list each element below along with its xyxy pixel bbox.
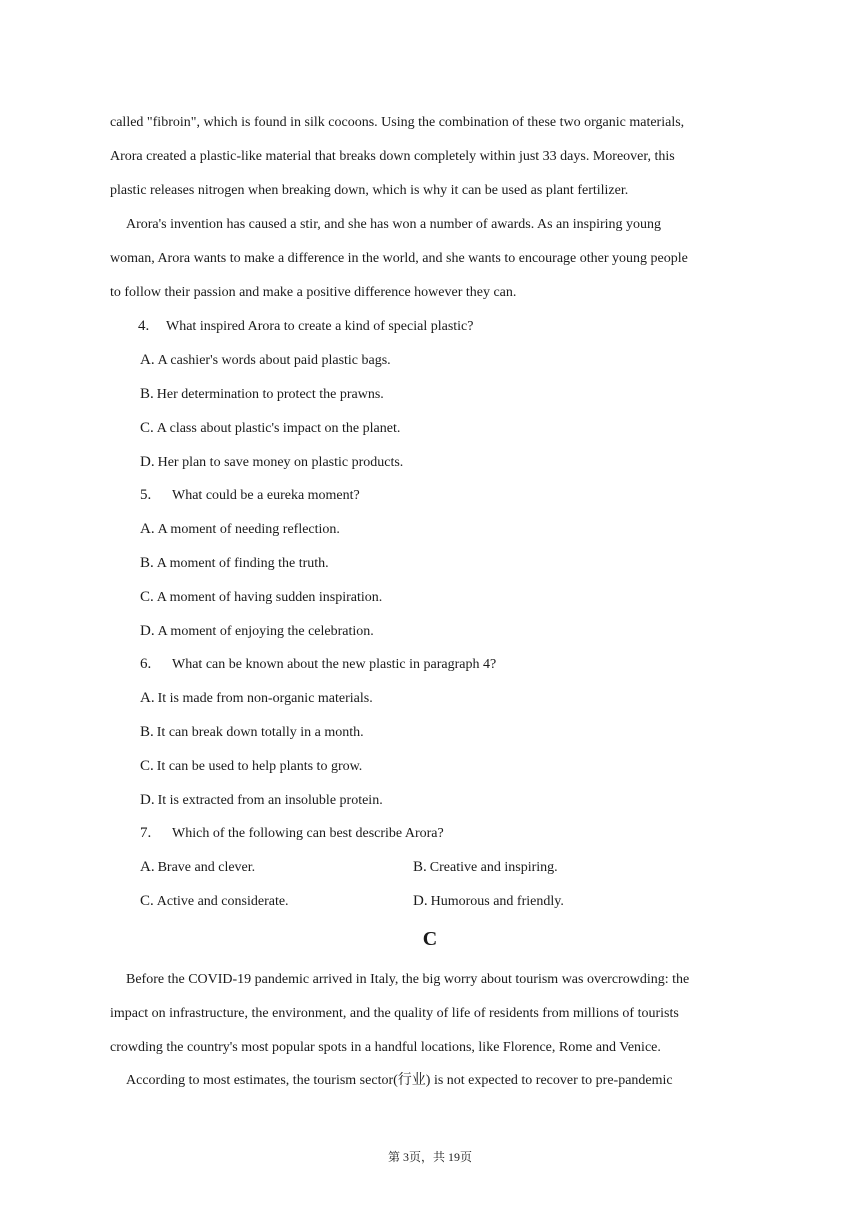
question-4-option-a [140,351,391,370]
question-text: What inspired Arora to create a kind of special plastic? [166,319,474,334]
question-4-option-c [140,419,400,438]
option-letter: B. [140,386,154,402]
question-7-option-d [413,892,564,911]
question-6-option-b [140,723,364,742]
option-text: Brave and clever. [157,860,256,875]
option-letter: A. [140,859,155,875]
option-letter: A. [140,690,155,706]
option-text: A moment of needing reflection. [157,522,340,537]
passage-b-line-2: Arora created a plastic-like material that breaks down completely within just 33 days. Moreover, this [110,149,675,164]
option-letter: A. [140,521,155,537]
passage-b-line-6: to follow their passion and make a positive difference however they can. [110,285,517,300]
passage-b-line-5: woman, Arora wants to make a difference in the world, and she wants to encourage other young people [110,251,688,266]
option-text: Active and considerate. [156,894,289,909]
question-7-stem [140,824,444,843]
question-6-option-c [140,757,362,776]
question-5-option-b [140,554,329,573]
question-number: 7. [140,825,152,841]
option-letter: D. [140,792,155,808]
question-4-option-d [140,453,403,472]
passage-c-line-3: crowding the country's most popular spots in a handful locations, like Florence, Rome and Venice. [110,1040,661,1055]
option-letter: D. [140,623,155,639]
question-number: 4. [138,318,150,334]
option-letter: C. [140,758,154,774]
option-text: Creative and inspiring. [429,860,558,875]
passage-c-line-2: impact on infrastructure, the environment, and the quality of life of residents from millions of tourists [110,1006,679,1021]
option-text: A cashier's words about paid plastic bags. [157,353,391,368]
option-letter: B. [413,859,427,875]
page-number-footer: 第 3页，共 19页 [387,1150,472,1164]
option-letter: C. [140,420,154,436]
question-7-option-a [140,858,255,877]
option-text: Humorous and friendly. [430,894,564,909]
question-text: What can be known about the new plastic in paragraph 4? [172,657,497,672]
question-6-option-d [140,791,383,810]
option-letter: D. [413,893,428,909]
option-text: A moment of enjoying the celebration. [157,624,374,639]
option-text: It can be used to help plants to grow. [156,759,363,774]
option-letter: D. [140,454,155,470]
passage-b-line-1: called "fibroin", which is found in silk cocoons. Using the combination of these two organic materials, [110,115,685,130]
option-letter: A. [140,352,155,368]
question-5-stem [140,486,360,505]
option-letter: B. [140,555,154,571]
question-text: What could be a eureka moment? [172,488,360,503]
option-letter: C. [140,589,154,605]
option-text: It is made from non-organic materials. [157,691,373,706]
option-letter: B. [140,724,154,740]
option-text: Her plan to save money on plastic products. [157,455,404,470]
passage-c-line-1: Before the COVID-19 pandemic arrived in Italy, the big worry about tourism was overcrowding: the [126,972,690,987]
question-5-option-c [140,588,382,607]
question-5-option-a [140,520,340,539]
option-text: Her determination to protect the prawns. [156,387,384,402]
passage-c-line-4: According to most estimates, the tourism sector(行业) is not expected to recover to pre-pandemic [126,1073,673,1088]
question-7-option-b [413,858,558,877]
question-5-option-d [140,622,374,641]
question-4-stem [138,317,474,336]
question-number: 6. [140,656,152,672]
question-number: 5. [140,487,152,503]
option-text: A class about plastic's impact on the planet. [156,421,401,436]
passage-b-line-3: plastic releases nitrogen when breaking down, which is why it can be used as plant fertilizer. [110,183,629,198]
section-c-heading: C [422,928,438,950]
question-7-option-c [140,892,289,911]
question-6-stem [140,655,496,674]
option-text: It can break down totally in a month. [156,725,364,740]
option-text: It is extracted from an insoluble protein. [157,793,383,808]
option-letter: C. [140,893,154,909]
passage-b-line-4: Arora's invention has caused a stir, and she has won a number of awards. As an inspiring young [126,217,662,232]
option-text: A moment of having sudden inspiration. [156,590,383,605]
option-text: A moment of finding the truth. [156,556,329,571]
question-6-option-a [140,689,373,708]
question-4-option-b [140,385,384,404]
question-text: Which of the following can best describe Arora? [172,826,444,841]
